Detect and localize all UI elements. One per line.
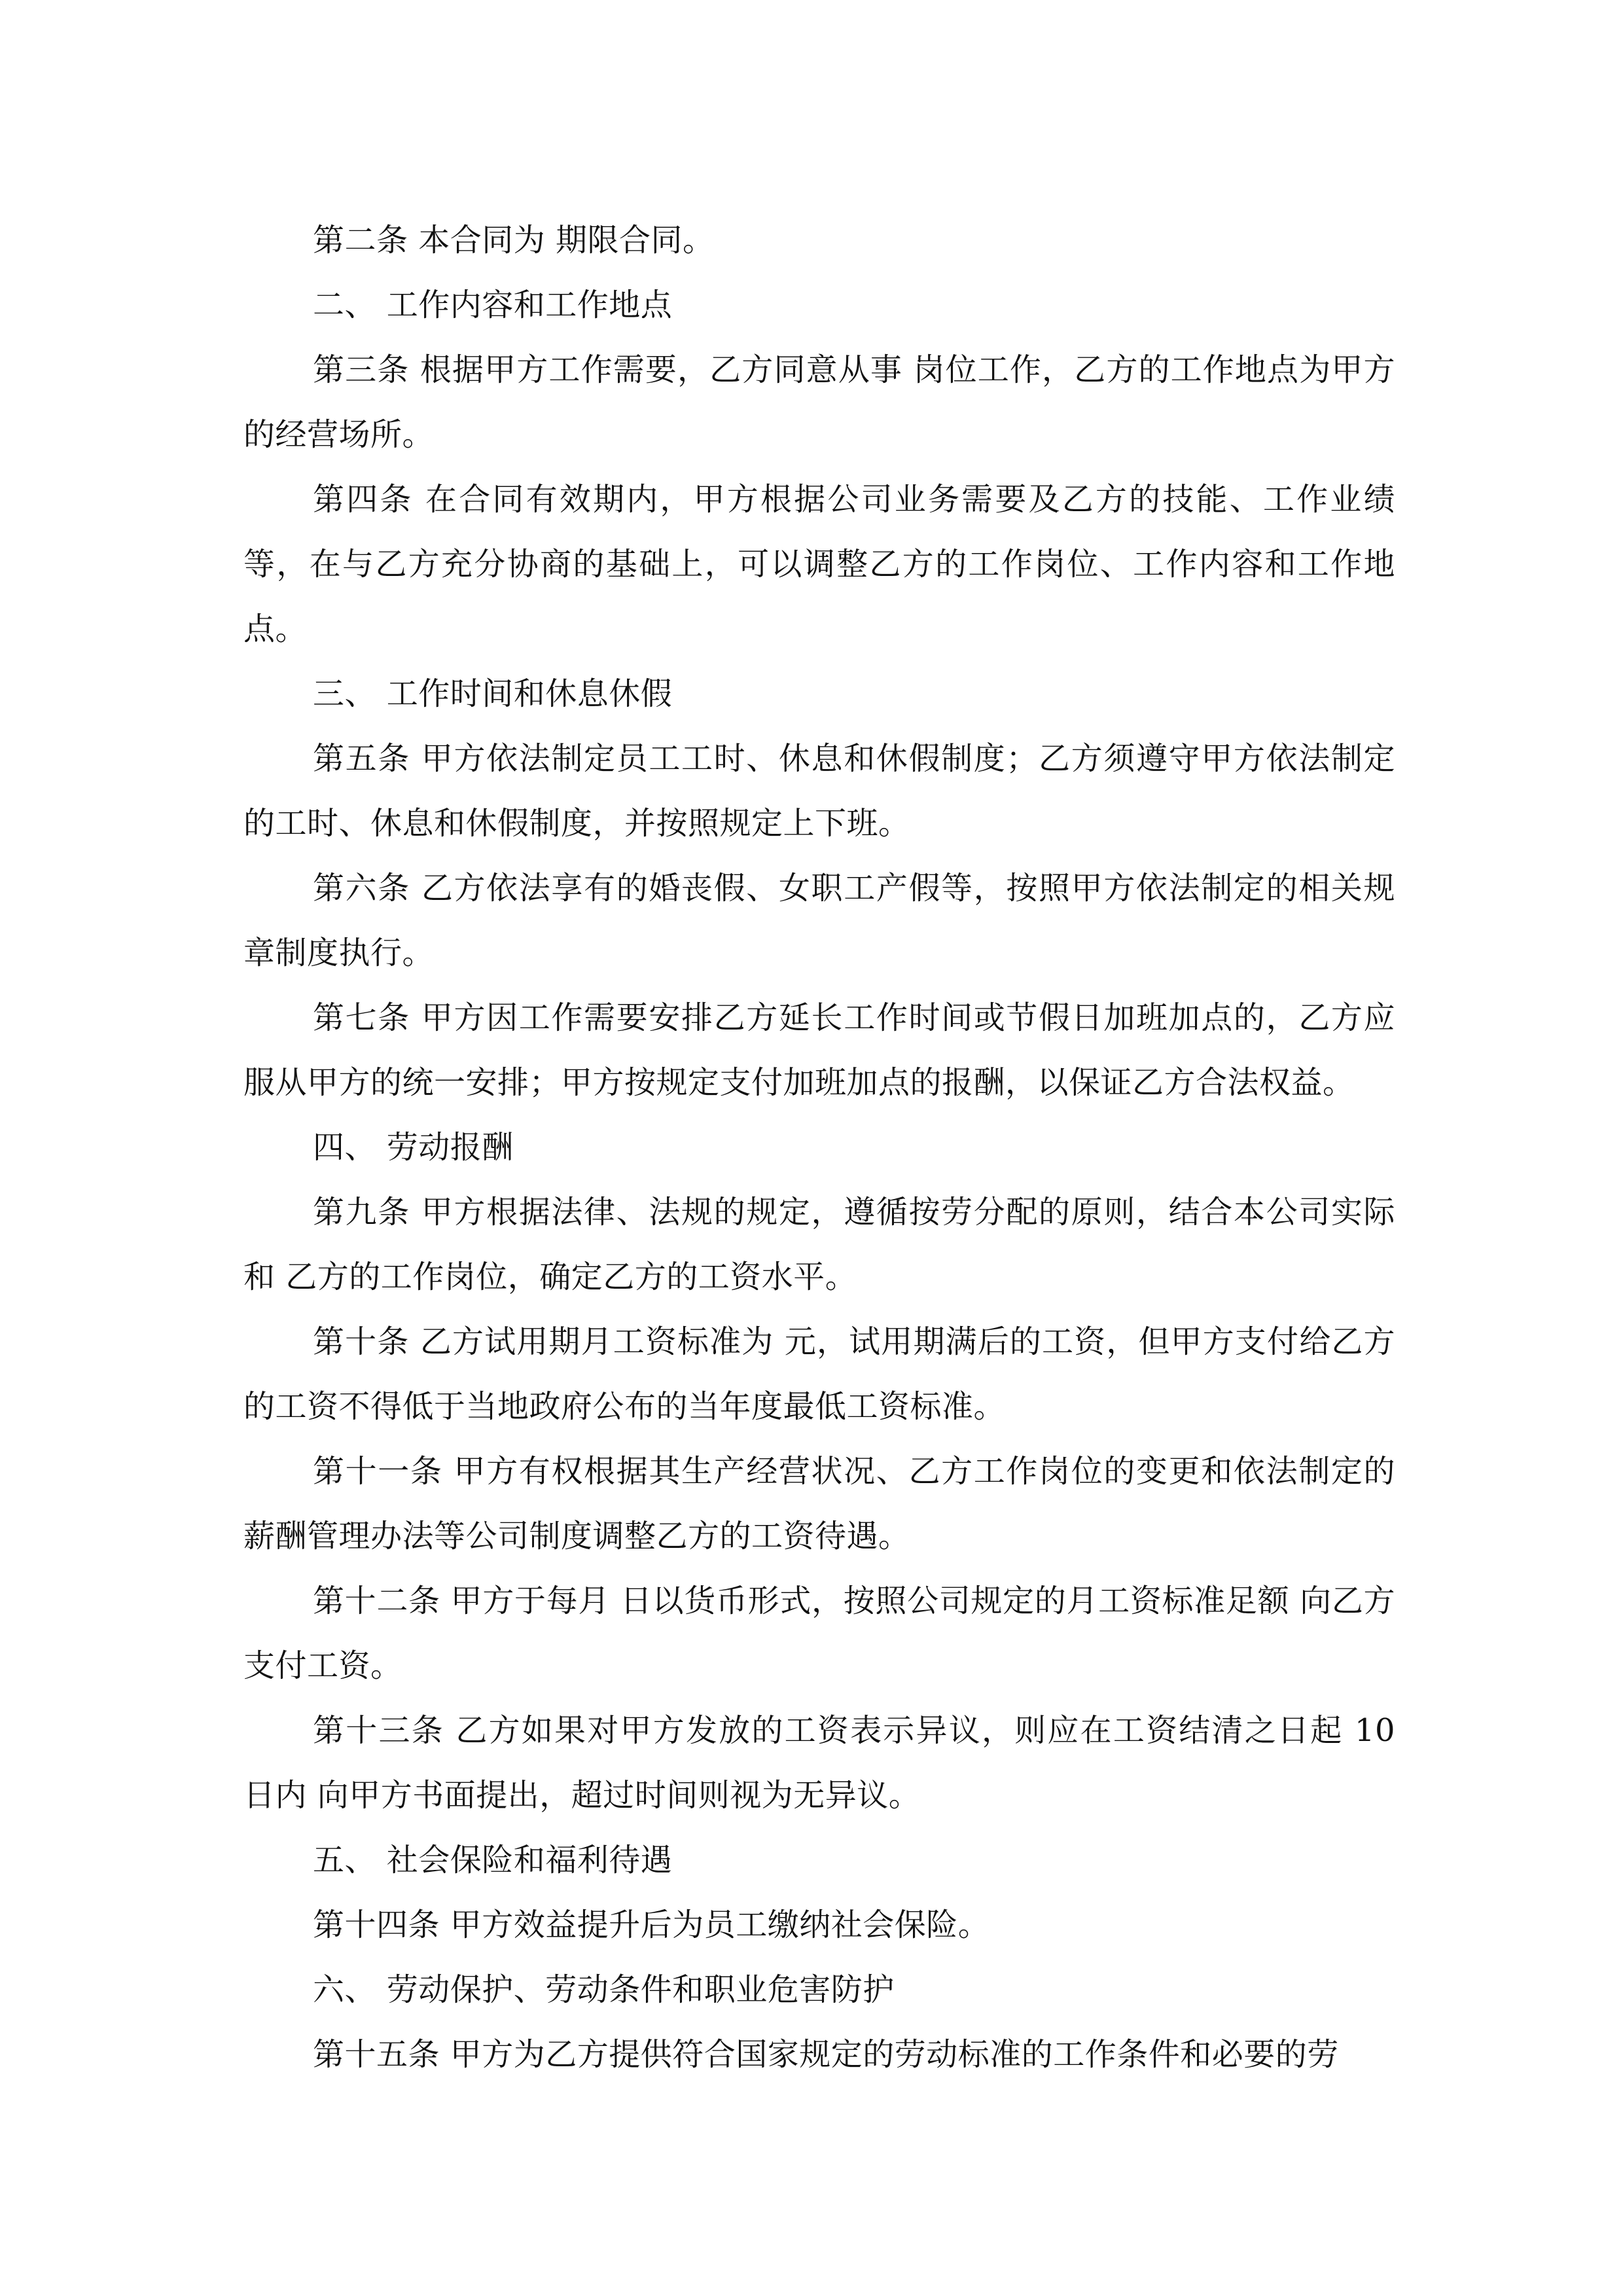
clause-13: 第十三条 乙方如果对甲方发放的工资表示异议，则应在工资结清之日起 10 日内 向甲方书面提出，超过时间则视为无异议。 [243, 1712, 1395, 1814]
clause-15: 第十五条 甲方为乙方提供符合国家规定的劳动标准的工作条件和必要的劳 [313, 2036, 1339, 2073]
clause-10: 第十条 乙方试用期月工资标准为 元，试用期满后的工资，但甲方支付给乙方的工资不得低于当地政府公布的当年度最低工资标准。 [243, 1323, 1395, 1425]
clause-9: 第九条 甲方根据法律、法规的规定，遵循按劳分配的原则，结合本公司实际和 乙方的工作岗位，确定乙方的工资水平。 [243, 1194, 1395, 1295]
clause-14: 第十四条 甲方效益提升后为员工缴纳社会保险。 [313, 1907, 990, 1943]
clause-5: 第五条 甲方依法制定员工工时、休息和休假制度；乙方须遵守甲方依法制定的工时、休息和休假制度，并按照规定上下班。 [243, 740, 1395, 842]
clause-6: 第六条 乙方依法享有的婚丧假、女职工产假等，按照甲方依法制定的相关规章制度执行。 [243, 870, 1395, 971]
section-heading-4: 四、 劳动报酬 [313, 1129, 514, 1166]
clause-11: 第十一条 甲方有权根据其生产经营状况、乙方工作岗位的变更和依法制定的薪酬管理办法等公司制度调整乙方的工资待遇。 [243, 1453, 1395, 1554]
section-heading-6: 六、 劳动保护、劳动条件和职业危害防护 [313, 1971, 895, 2008]
document-body [243, 208, 1395, 2087]
section-heading-3: 三、 工作时间和休息休假 [313, 675, 673, 712]
clause-2: 第二条 本合同为 期限合同。 [313, 222, 715, 259]
clause-4: 第四条 在合同有效期内，甲方根据公司业务需要及乙方的技能、工作业绩等，在与乙方充分协商的基础上，可以调整乙方的工作岗位、工作内容和工作地点。 [243, 481, 1395, 647]
clause-3: 第三条 根据甲方工作需要，乙方同意从事 岗位工作，乙方的工作地点为甲方的经营场所。 [243, 351, 1395, 453]
section-heading-2: 二、 工作内容和工作地点 [313, 287, 673, 323]
clause-7: 第七条 甲方因工作需要安排乙方延长工作时间或节假日加班加点的，乙方应服从甲方的统一安排；甲方按规定支付加班加点的报酬，以保证乙方合法权益。 [243, 999, 1395, 1101]
section-heading-5: 五、 社会保险和福利待遇 [313, 1842, 673, 1878]
clause-12: 第十二条 甲方于每月 日以货币形式，按照公司规定的月工资标准足额 向乙方支付工资。 [243, 1583, 1395, 1684]
